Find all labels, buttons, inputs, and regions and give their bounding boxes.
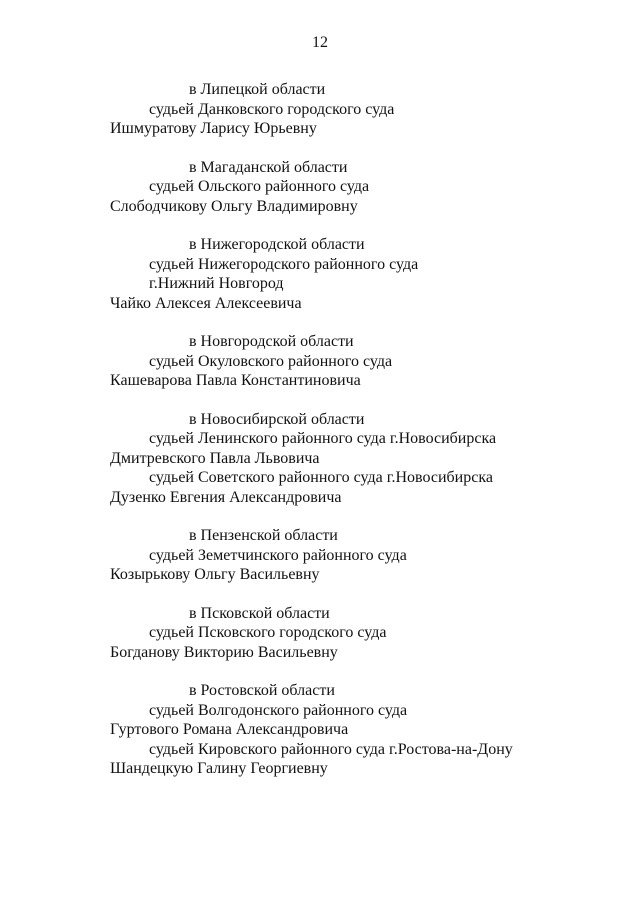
region-heading: в Пензенской области <box>189 527 338 544</box>
person-name: Козырькову Ольгу Васильевну <box>110 566 320 583</box>
court-city: г.Нижний Новгород <box>149 275 284 292</box>
region-block <box>0 681 640 779</box>
region-heading: в Нижегородской области <box>189 236 365 253</box>
person-name: Дмитревского Павла Львовича <box>110 449 320 467</box>
court-position: судьей Земетчинского районного суда <box>149 546 407 564</box>
region-heading: в Псковской области <box>189 604 330 622</box>
court-position: судьей Окуловского районного суда <box>149 352 393 370</box>
person-name: Чайко Алексея Алексеевича <box>110 294 302 312</box>
region-heading: в Новгородской области <box>189 333 354 350</box>
page-number: 12 <box>312 34 328 51</box>
region-heading: в Ростовской области <box>189 682 335 699</box>
person-name: Кашеварова Павла Константиновича <box>110 372 361 389</box>
region-heading: в Липецкой области <box>189 81 326 98</box>
court-position: судьей Ольского районного суда <box>149 178 370 195</box>
region-block <box>0 332 640 391</box>
region-block <box>0 80 640 139</box>
person-name: Слободчикову Ольгу Владимировну <box>110 197 358 215</box>
court-position: судьей Советского районного суда г.Новосибирска <box>149 469 493 486</box>
court-position: судьей Данковского городского суда <box>149 100 395 118</box>
person-name: Ишмуратову Ларису Юрьевну <box>110 120 317 137</box>
appointments-list <box>0 80 640 798</box>
region-heading: в Магаданской области <box>189 158 348 176</box>
person-name: Шандецкую Галину Георгиевну <box>110 760 328 777</box>
person-name: Гуртового Романа Александровича <box>110 721 349 738</box>
region-block <box>0 526 640 585</box>
court-position: судьей Кировского районного суда г.Ростова-на-Дону <box>149 740 513 758</box>
region-block <box>0 410 640 508</box>
court-position: судьей Псковского городского суда <box>149 624 387 641</box>
court-position: судьей Нижегородского районного суда <box>149 255 419 273</box>
region-block <box>0 235 640 313</box>
person-name: Богданову Викторию Васильевну <box>110 643 338 661</box>
court-position: судьей Волгодонского районного суда <box>149 701 408 719</box>
person-name: Дузенко Евгения Александровича <box>110 488 342 506</box>
region-block <box>0 604 640 663</box>
region-block <box>0 158 640 217</box>
court-position: судьей Ленинского районного суда г.Новосибирска <box>149 430 497 447</box>
region-heading: в Новосибирской области <box>189 410 365 428</box>
